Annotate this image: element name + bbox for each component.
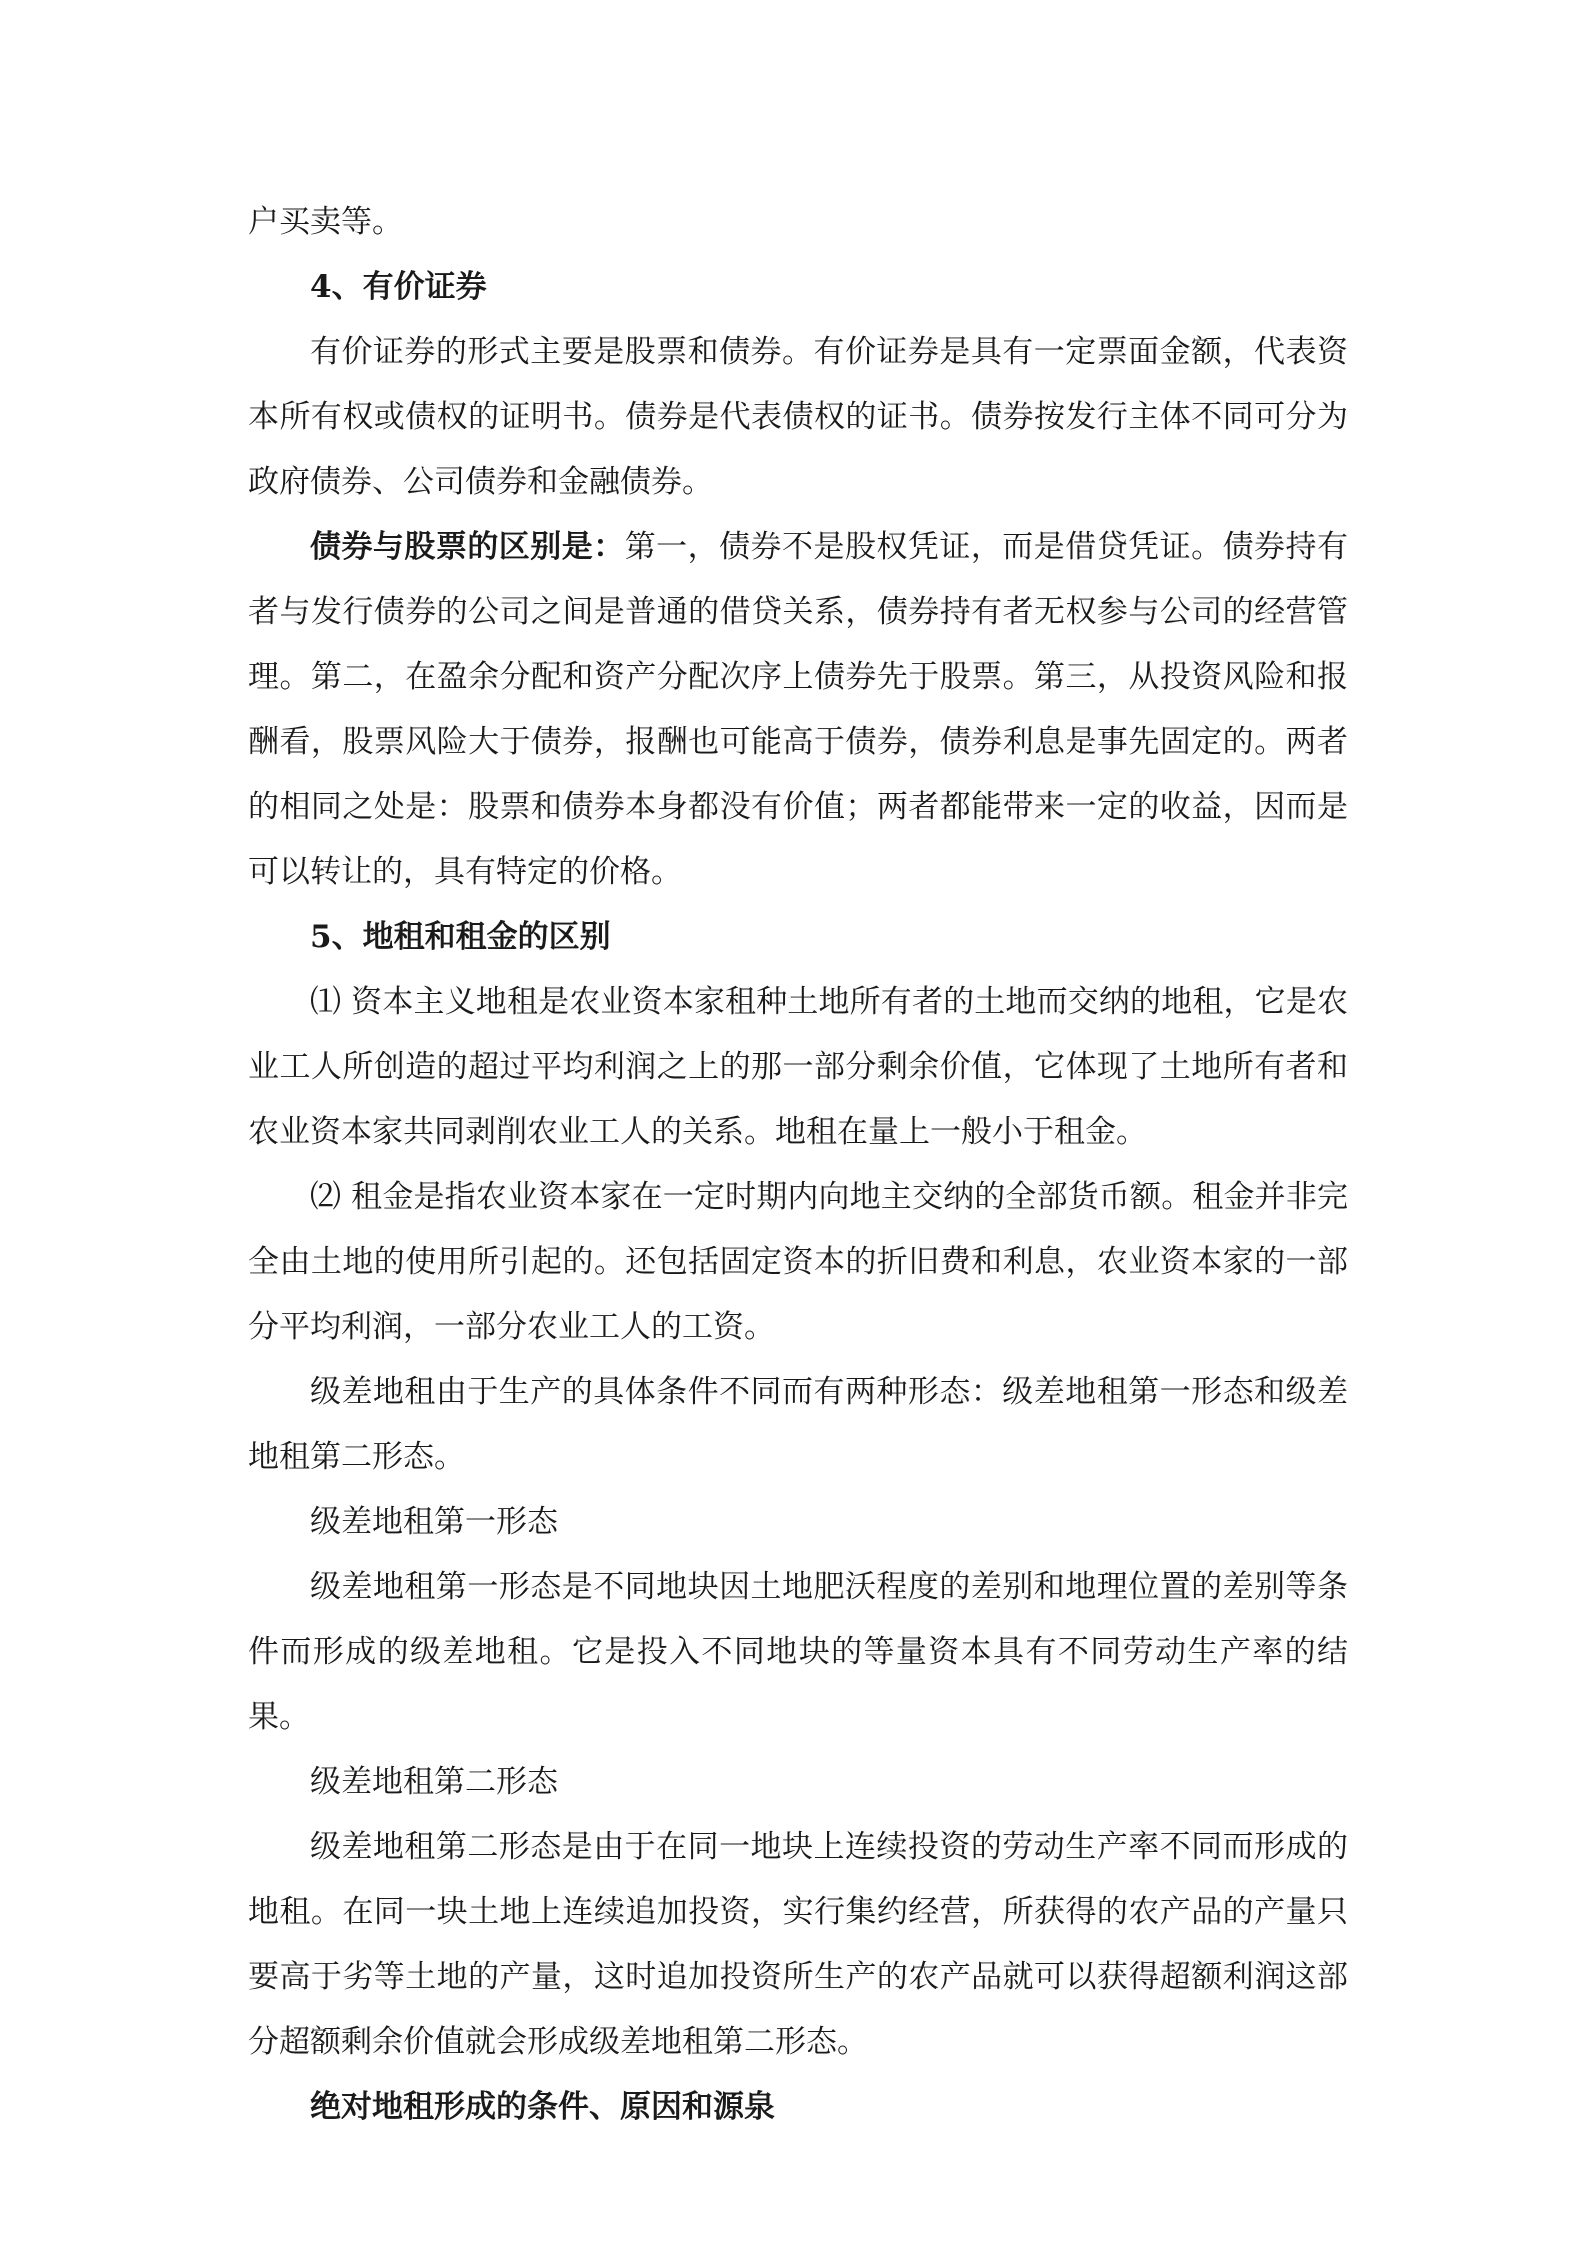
paragraph-differential-rent-first: 级差地租第一形态是不同地块因土地肥沃程度的差别和地理位置的差别等条件而形成的级差地租。它是投入不同地块的等量资本具有不同劳动生产率的结果。 [248,1569,1348,1735]
subheading-differential-rent-second: 级差地租第二形态 [310,1764,558,1800]
paragraph-capitalist-ground-rent: ⑴ 资本主义地租是农业资本家租种土地所有者的土地而交纳的地租，它是农业工人所创造的超过平均利润之上的那一部分剩余价值，它体现了土地所有者和农业资本家共同剥削农业工人的关系。地租在量上一般小于租金。 [248,984,1348,1150]
section-heading-securities: 4、有价证券 [310,269,487,305]
paragraph-bonds-vs-stocks [248,515,1348,905]
paragraph-lead-bold: 债券与股票的区别是： [310,529,625,565]
paragraph-rent-payment: ⑵ 租金是指农业资本家在一定时期内向地主交纳的全部货币额。租金并非完全由土地的使用所引起的。还包括固定资本的折旧费和利息，农业资本家的一部分平均利润，一部分农业工人的工资。 [248,1179,1348,1345]
paragraph-body-text: 第一，债券不是股权凭证，而是借贷凭证。债券持有者与发行债券的公司之间是普通的借贷关系，债券持有者无权参与公司的经营管理。第二，在盈余分配和资产分配次序上债券先于股票。第三，从投资风险和报酬看，股票风险大于债券，报酬也可能高于债券，债券利息是事先固定的。两者的相同之处是：股票和债券本身都没有价值；两者都能带来一定的收益，因而是可以转让的，具有特定的价格。 [248,529,1348,890]
paragraph-differential-rent-intro: 级差地租由于生产的具体条件不同而有两种形态：级差地租第一形态和级差地租第二形态。 [248,1374,1348,1475]
document-body [248,190,1348,2140]
section-heading-absolute-rent: 绝对地租形成的条件、原因和源泉 [310,2089,775,2125]
paragraph-continuation: 户买卖等。 [248,204,403,240]
section-heading-rent: 5、地租和租金的区别 [310,919,611,955]
paragraph-differential-rent-second: 级差地租第二形态是由于在同一地块上连续投资的劳动生产率不同而形成的地租。在同一块土地上连续追加投资，实行集约经营，所获得的农产品的产量只要高于劣等土地的产量，这时追加投资所生产的农产品就可以获得超额利润这部分超额剩余价值就会形成级差地租第二形态。 [248,1829,1348,2060]
paragraph-securities-definition: 有价证券的形式主要是股票和债券。有价证券是具有一定票面金额，代表资本所有权或债权的证明书。债券是代表债权的证书。债券按发行主体不同可分为政府债券、公司债券和金融债券。 [248,334,1348,500]
subheading-differential-rent-first: 级差地租第一形态 [310,1504,558,1540]
